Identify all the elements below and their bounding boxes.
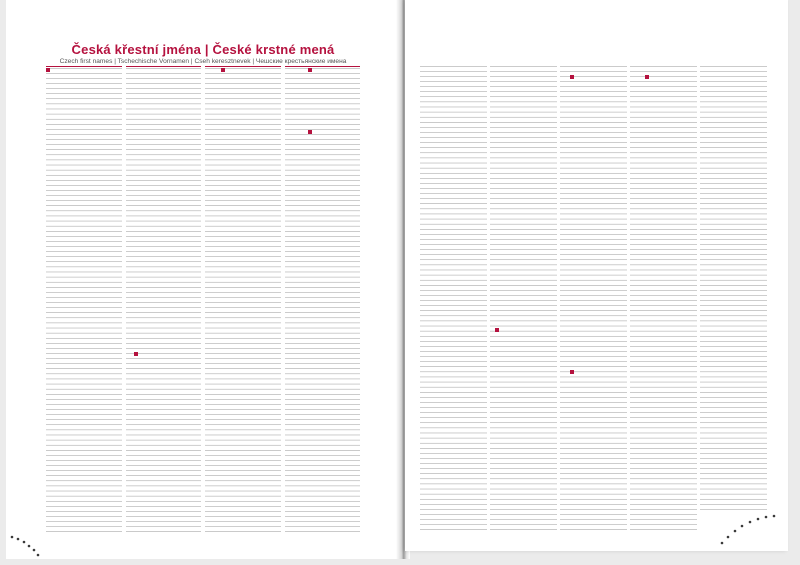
name-list bbox=[490, 66, 557, 534]
letter-marker bbox=[570, 75, 574, 79]
left-page bbox=[6, 0, 400, 559]
page-subtitle: Czech first names | Tschechische Vornamen | Cseh keresztnevek | Чешские крестьянские имена bbox=[59, 58, 347, 65]
column-rule bbox=[126, 66, 202, 67]
name-column bbox=[700, 66, 767, 534]
letter-marker bbox=[308, 130, 312, 134]
name-list bbox=[126, 68, 202, 536]
decorative-dots bbox=[6, 519, 66, 559]
page-title: Česká křestní jména | České krstné mená bbox=[71, 42, 335, 57]
name-list bbox=[630, 66, 697, 534]
column-rule bbox=[46, 66, 122, 67]
name-column bbox=[490, 66, 557, 534]
name-column bbox=[126, 66, 202, 536]
name-list bbox=[46, 68, 122, 536]
letter-marker bbox=[495, 328, 499, 332]
letter-marker bbox=[308, 68, 312, 72]
name-column bbox=[205, 66, 281, 536]
name-list bbox=[420, 66, 487, 534]
name-list bbox=[560, 66, 627, 534]
name-grid-left bbox=[46, 66, 360, 536]
name-grid-right bbox=[420, 66, 767, 534]
letter-marker bbox=[46, 68, 50, 72]
name-list bbox=[285, 68, 361, 536]
right-page bbox=[405, 0, 788, 551]
name-column bbox=[560, 66, 627, 534]
column-rule bbox=[285, 66, 361, 67]
letter-marker bbox=[645, 75, 649, 79]
letter-marker bbox=[221, 68, 225, 72]
letter-marker bbox=[134, 352, 138, 356]
name-column bbox=[285, 66, 361, 536]
letter-marker bbox=[570, 370, 574, 374]
name-column bbox=[420, 66, 487, 534]
name-column bbox=[46, 66, 122, 536]
name-list bbox=[700, 66, 767, 514]
name-list bbox=[205, 68, 281, 536]
decorative-dots bbox=[714, 495, 784, 545]
column-rule bbox=[205, 66, 281, 67]
name-column bbox=[630, 66, 697, 534]
